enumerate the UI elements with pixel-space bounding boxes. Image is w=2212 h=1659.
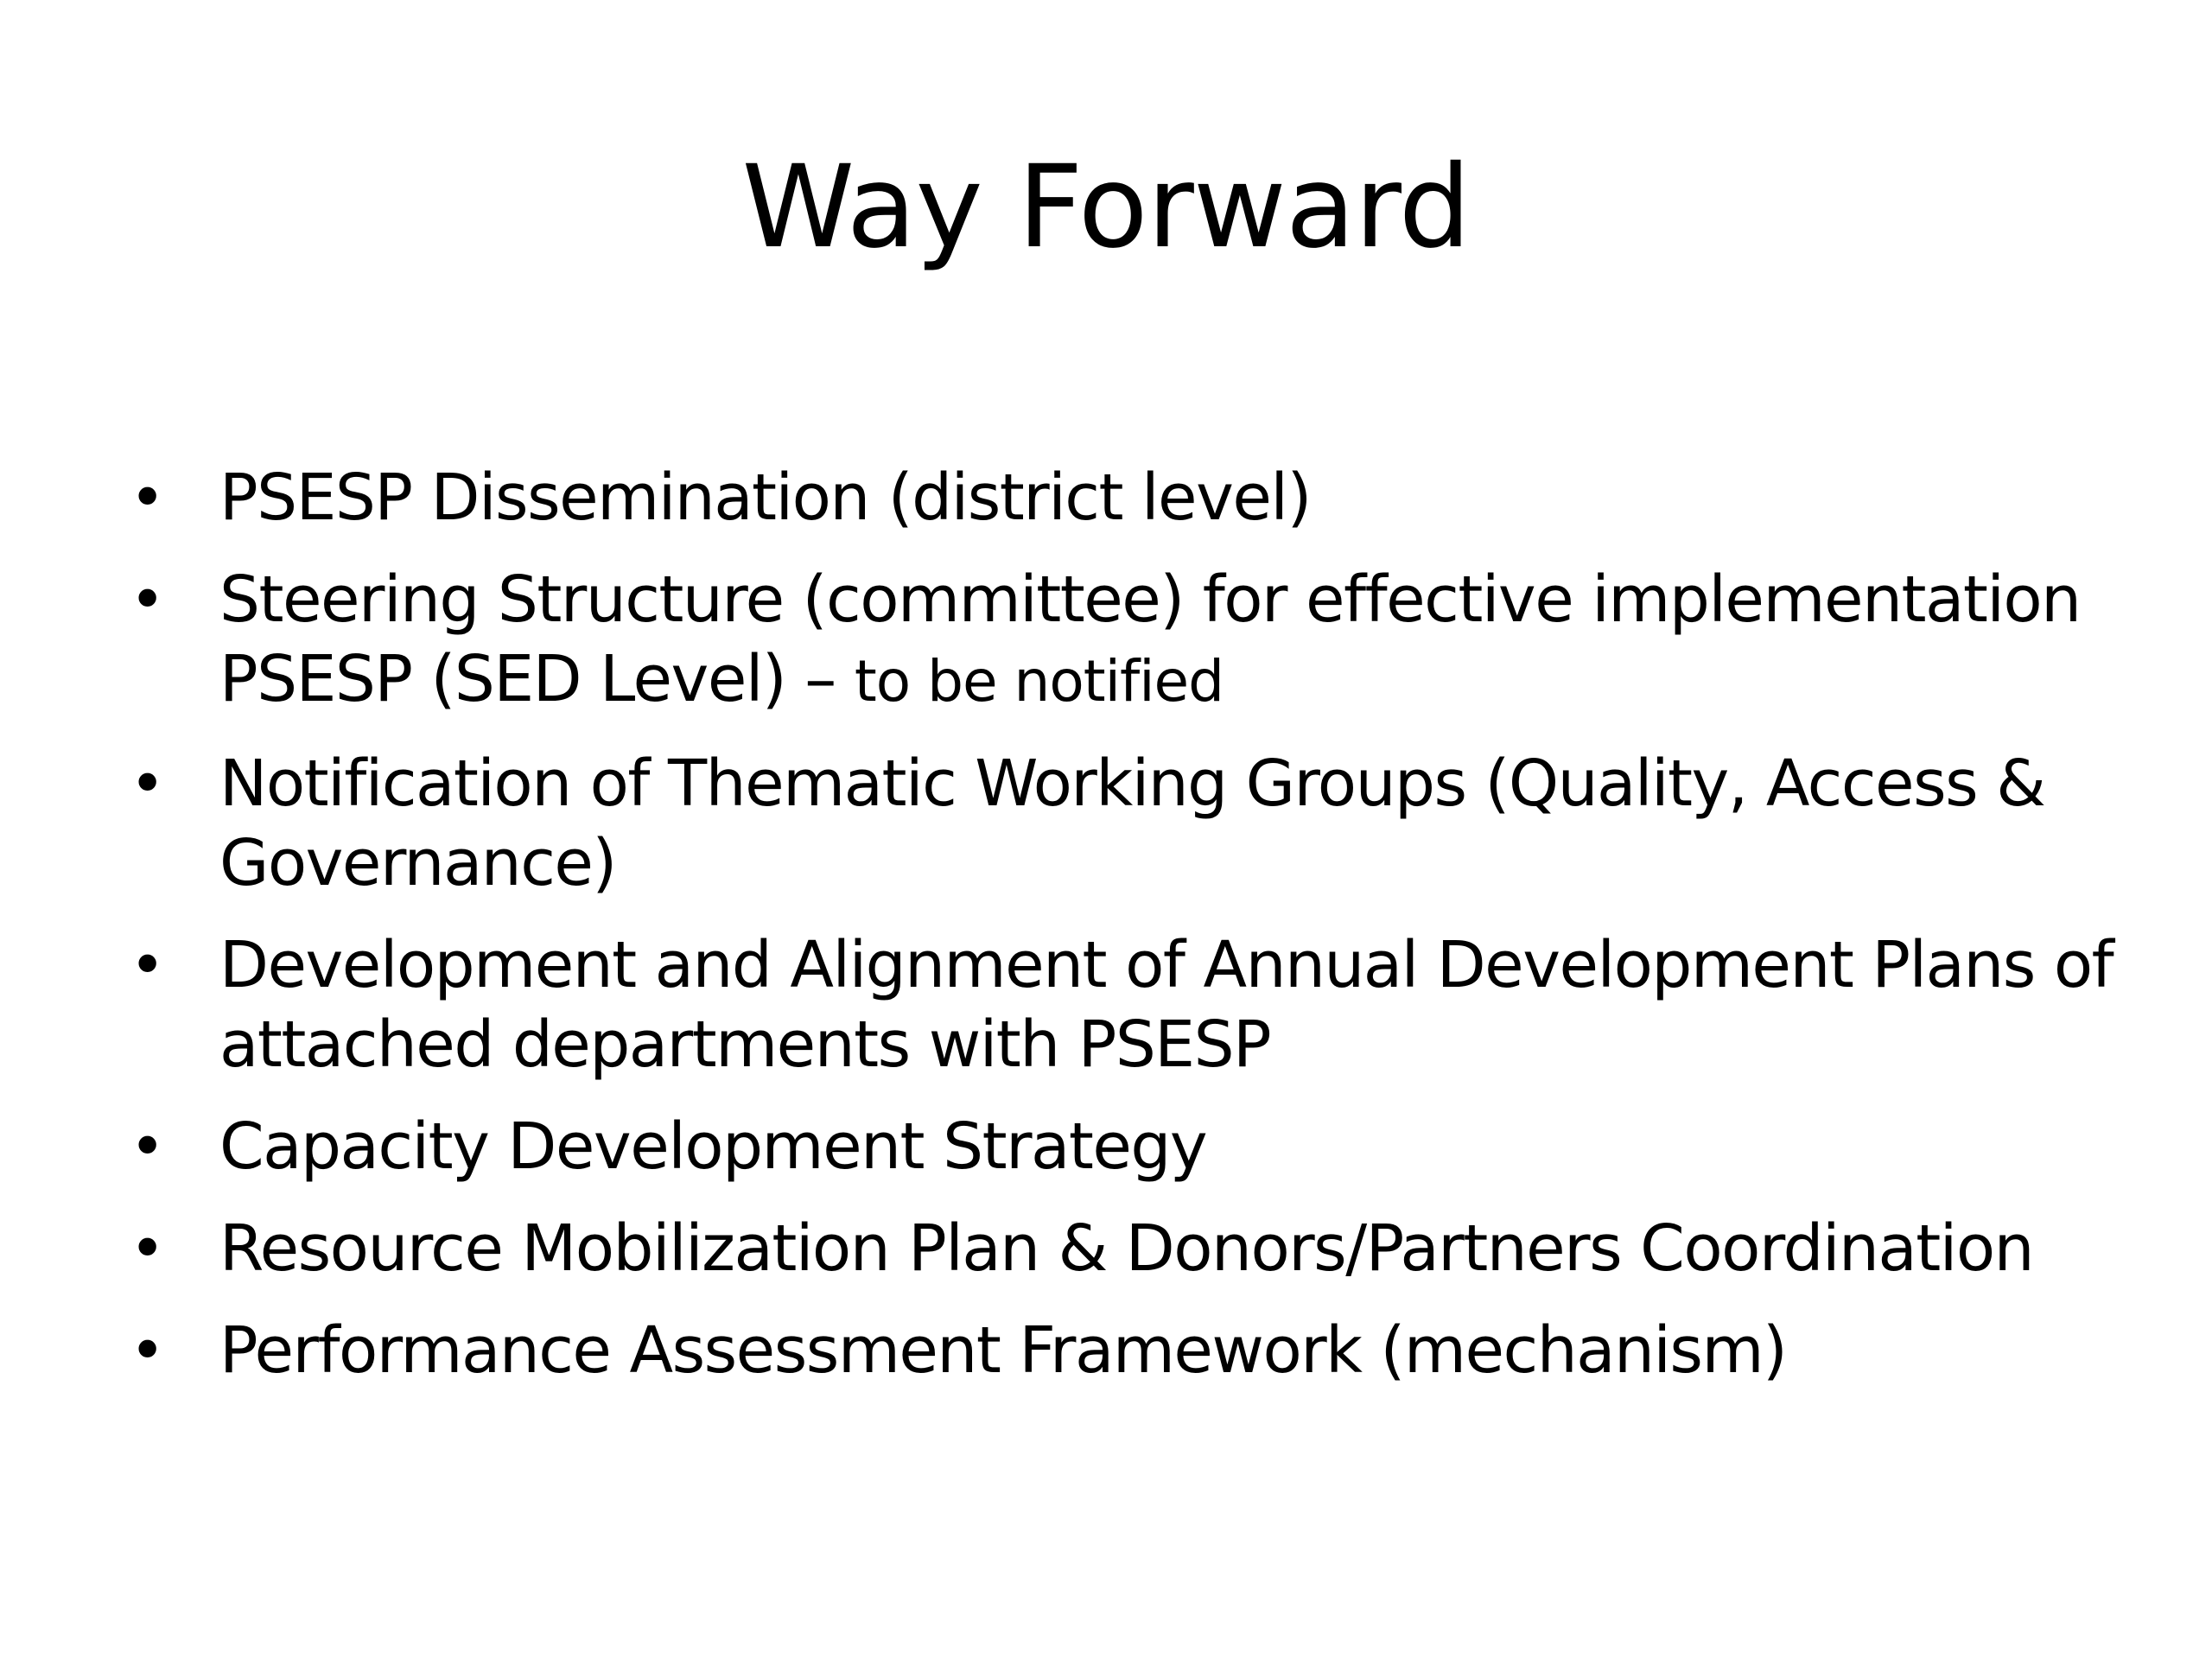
list-item-text: Capacity Development Strategy	[219, 1109, 1207, 1184]
bullet-icon: •	[130, 564, 164, 635]
bullet-list	[130, 458, 2117, 1413]
list-item-text: Steering Structure (committee) for effective implementation PSESP (SED Level) –	[219, 563, 2081, 716]
bullet-icon: •	[130, 462, 164, 533]
list-item-text: PSESP Dissemination (district level)	[219, 461, 1311, 535]
list-item	[130, 744, 2117, 903]
bullet-icon: •	[130, 1213, 164, 1284]
bullet-icon: •	[130, 748, 164, 819]
list-item-note: to be notified	[854, 648, 1224, 715]
list-item	[130, 1107, 2117, 1186]
list-item-text: Performance Assessment Framework (mechanism)	[219, 1313, 1787, 1388]
list-item	[130, 925, 2117, 1084]
bullet-icon: •	[130, 1315, 164, 1386]
list-item-text: Notification of Thematic Working Groups (Quality, Access & Governance)	[219, 747, 2045, 900]
bullet-icon: •	[130, 1111, 164, 1182]
list-item	[130, 1209, 2117, 1288]
list-item	[130, 1311, 2117, 1390]
list-item	[130, 560, 2117, 721]
list-item	[130, 458, 2117, 537]
list-item-text: Development and Alignment of Annual Development Plans of attached departments with PSESP	[219, 928, 2113, 1082]
slide-title: Way Forward	[741, 141, 1471, 274]
bullet-icon: •	[130, 930, 164, 1001]
list-item-text: Resource Mobilization Plan & Donors/Partners Coordination	[219, 1211, 2034, 1286]
